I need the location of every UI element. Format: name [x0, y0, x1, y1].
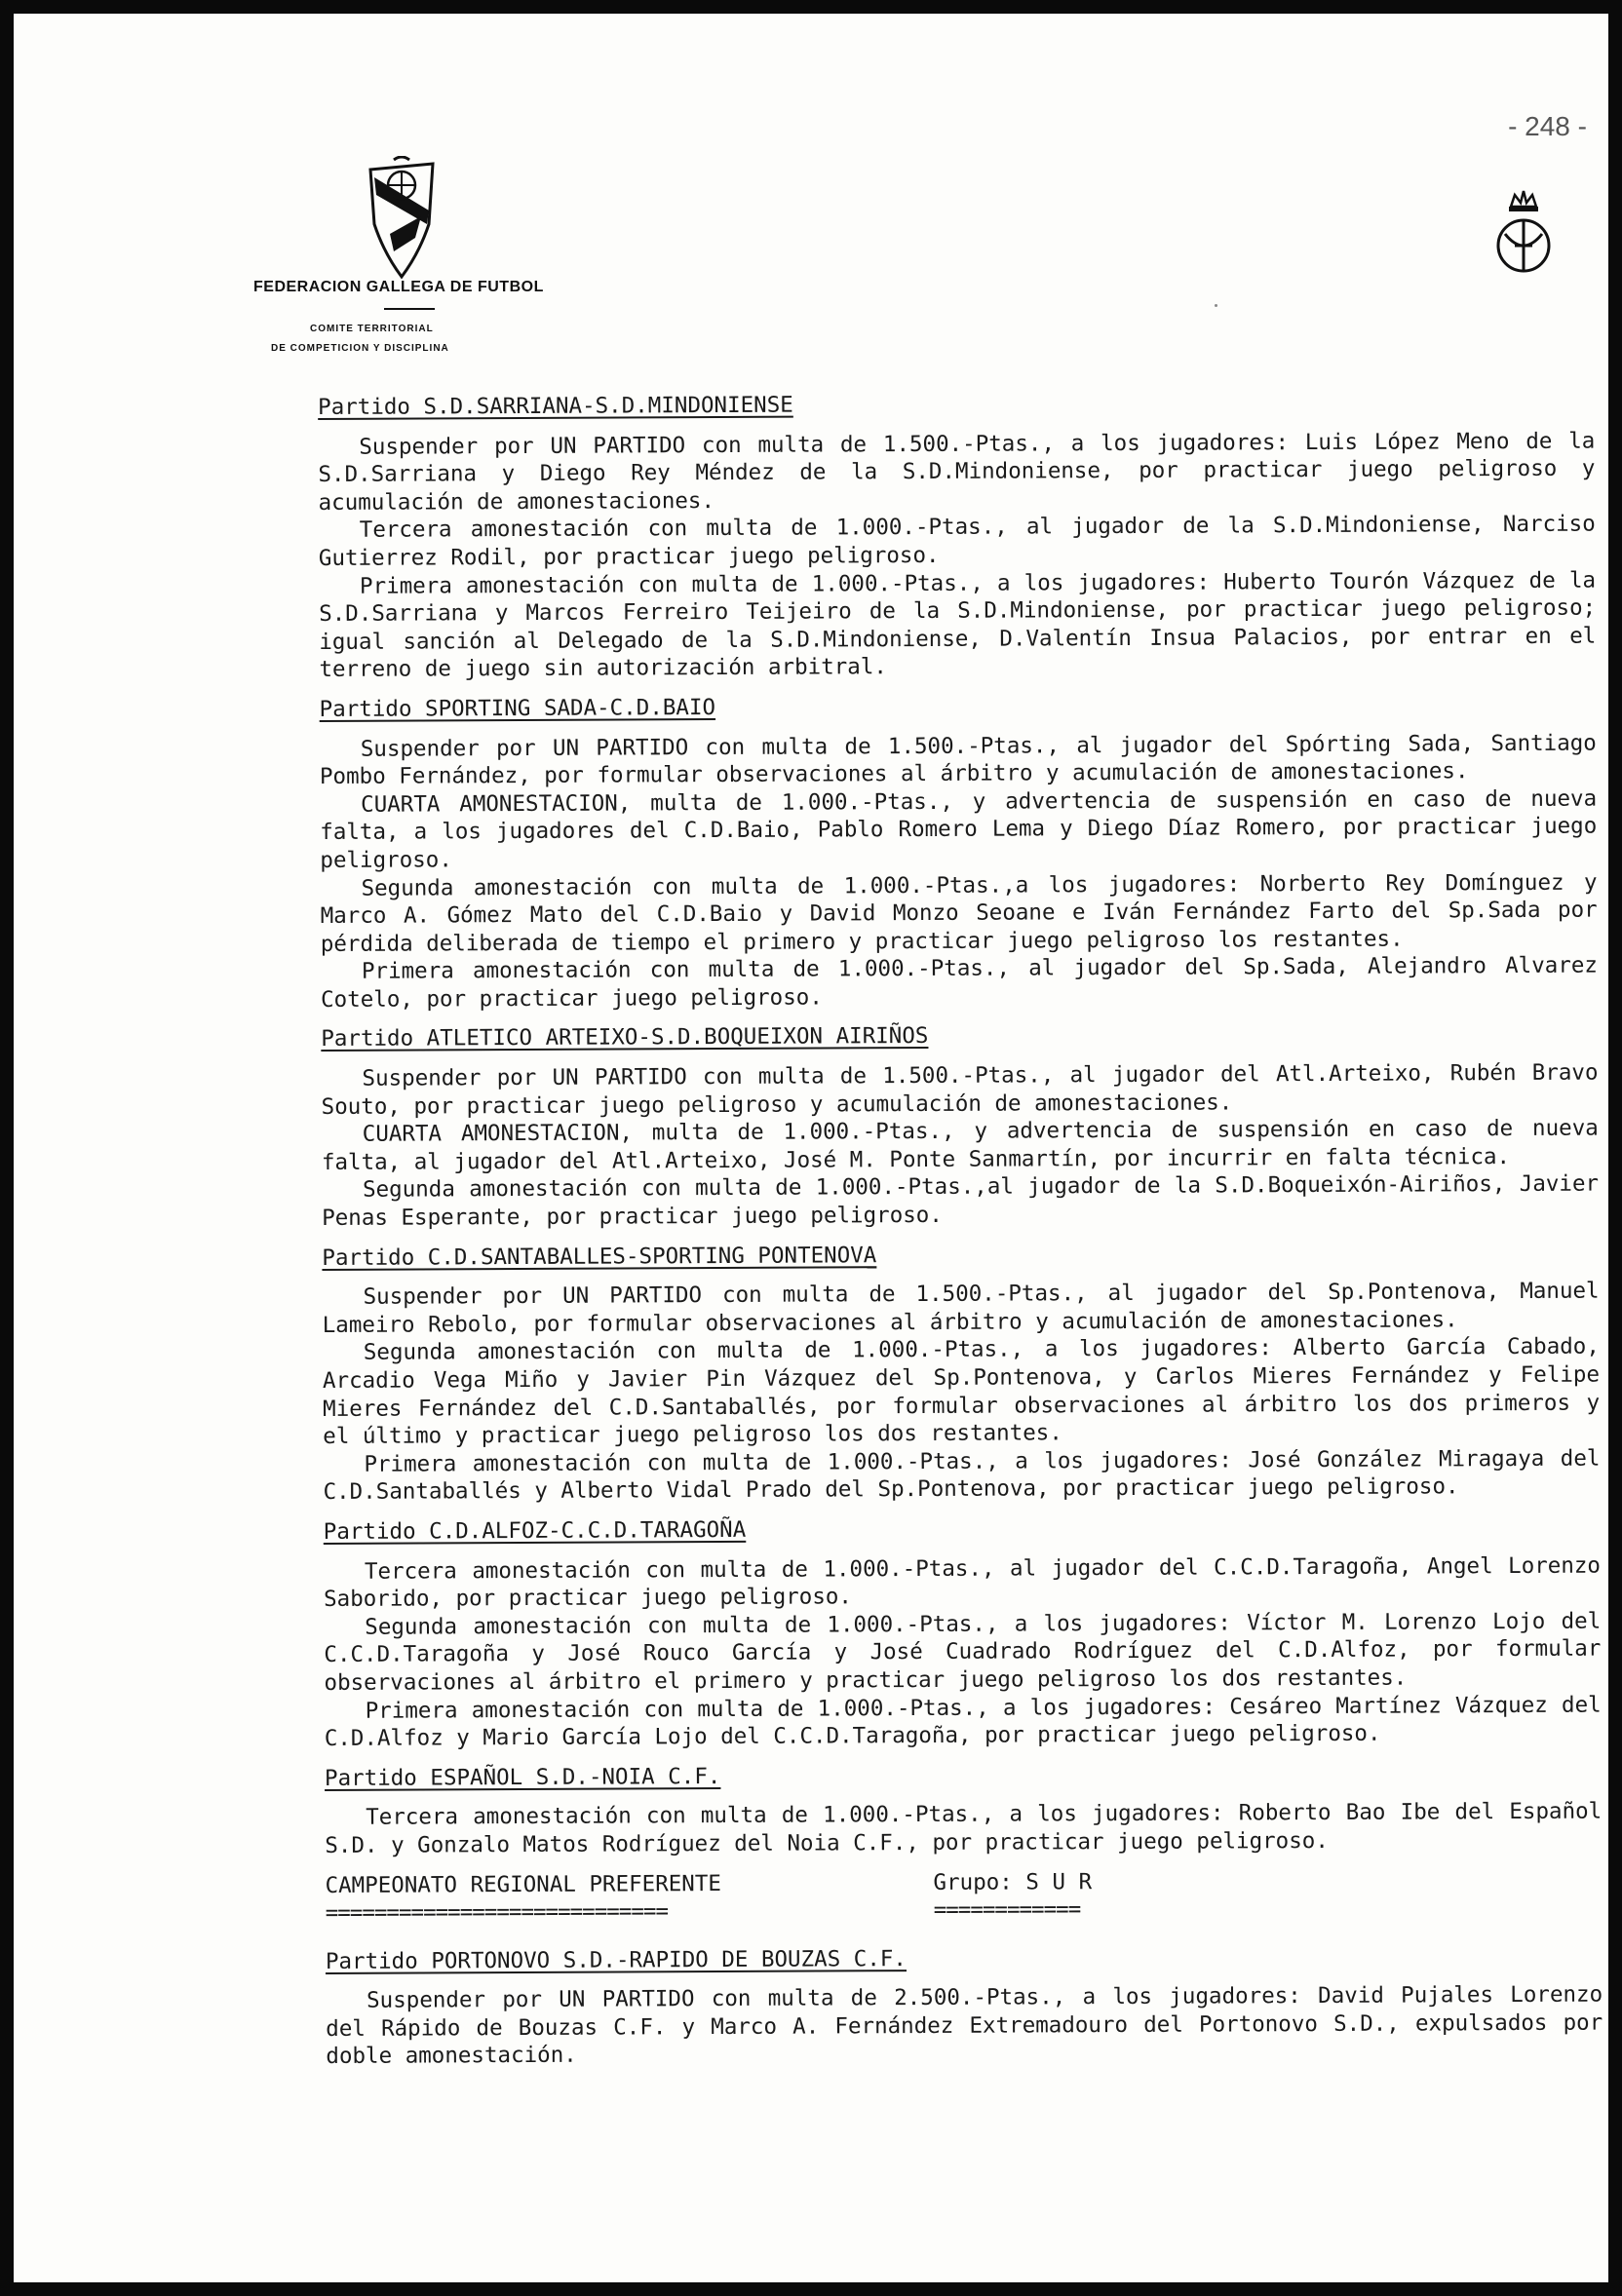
resolution-paragraph: Suspender por UN PARTIDO con multa de 1.500.-Ptas., al jugador del Atl.Arteixo, Rubén Bravo Souto, por practicar juego peligroso y acumulación de amonestaciones.: [321, 1059, 1599, 1120]
match-section: [325, 1748, 1603, 1859]
committee-line-1: COMITE TERRITORIAL: [310, 324, 434, 334]
resolution-paragraph: Primera amonestación con multa de 1.000.-Ptas., a los jugadores: Cesáreo Martínez Vázquez del C.D.Alfoz y Mario García Lojo del C.C.D.Taragoña, por practicar juego peligroso.: [324, 1692, 1602, 1752]
committee-line-2: DE COMPETICION Y DISCIPLINA: [271, 343, 449, 354]
match-section: [320, 680, 1599, 1014]
match-heading: Partido ATLETICO ARTEIXO-S.D.BOQUEIXON AIRIÑOS: [321, 1023, 929, 1052]
document-page: [14, 14, 1608, 2282]
match-section: [324, 1503, 1602, 1753]
match-heading: Partido C.D.SANTABALLES-SPORTING PONTENOVA: [322, 1242, 877, 1271]
championship-name-block: [325, 1869, 721, 1927]
page-number: - 248 -: [1508, 111, 1587, 141]
championship-header: [325, 1861, 1602, 1937]
resolution-paragraph: Suspender por UN PARTIDO con multa de 2.500.-Ptas., a los jugadores: David Pujales Lorenzo del Rápido de Bouzas C.F. y Marco A. Fernández Extremadouro del Portonovo S.D., expulsados por doble amonestación.: [326, 1981, 1603, 2070]
match-section: [322, 1228, 1600, 1507]
scan-speck: [1215, 304, 1217, 307]
match-section: [318, 378, 1596, 684]
match-heading: Partido PORTONOVO S.D.-RAPIDO DE BOUZAS C.F.: [325, 1945, 907, 1974]
championship-name: CAMPEONATO REGIONAL PREFERENTE: [325, 1870, 721, 1898]
resolution-paragraph: Segunda amonestación con multa de 1.000.-Ptas., a los jugadores: Alberto García Cabado, Arcadio Vega Miño y Javier Pin Vázquez del Sp.Pontenova, y Carlos Mieres Fernández y Felipe Mieres Fernández del C.D.Santaballés, por formular observaciones al árbitro los dos primeros y el último y practicar juego peligroso los dos restantes.: [322, 1333, 1601, 1450]
shield-crest-icon: [365, 156, 439, 283]
resolution-paragraph: Segunda amonestación con multa de 1.000.-Ptas., a los jugadores: Víctor M. Lorenzo Lojo del C.C.D.Taragoña y José Rouco García y José Cuadrado Rodríguez del C.D.Alfoz, por formular observaciones al árbitro el primero y practicar juego peligroso los dos restantes.: [324, 1608, 1602, 1696]
resolution-paragraph: Primera amonestación con multa de 1.000.-Ptas., al jugador del Sp.Sada, Alejandro Alvarez Cotelo, por practicar juego peligroso.: [321, 952, 1598, 1013]
disciplinary-resolutions: [318, 378, 1603, 2073]
resolution-paragraph: Primera amonestación con multa de 1.000.-Ptas., a los jugadores: José González Miragaya del C.D.Santaballés y Alberto Vidal Prado del Sp.Pontenova, por practicar juego peligroso.: [323, 1445, 1601, 1506]
resolution-paragraph: Tercera amonestación con multa de 1.000.-Ptas., al jugador de la S.D.Mindoniense, Narciso Gutierrez Rodil, por practicar juego peligroso.: [318, 511, 1596, 571]
match-section: [321, 1010, 1599, 1233]
resolution-paragraph: Tercera amonestación con multa de 1.000.-Ptas., a los jugadores: Roberto Bao Ibe del Español S.D. y Gonzalo Matos Rodríguez del Noia C.F., por practicar juego peligroso.: [325, 1798, 1603, 1858]
resolution-paragraph: Segunda amonestación con multa de 1.000.-Ptas.,al jugador de la S.D.Boqueixón-Airiños, Javier Penas Esperante, por practicar juego peligroso.: [322, 1171, 1600, 1232]
match-section: [326, 1932, 1603, 2071]
group-double-rule: ============: [933, 1896, 1081, 1924]
resolution-paragraph: Suspender por UN PARTIDO con multa de 1.500.-Ptas., a los jugadores: Luis López Meno de la S.D.Sarriana y Diego Rey Méndez de la S.D.Mindoniense, por practicar juego peligroso y acumulación de amonestaciones.: [318, 428, 1596, 516]
resolution-paragraph: CUARTA AMONESTACION, multa de 1.000.-Ptas., y advertencia de suspensión en caso de nueva falta, al jugador del Atl.Arteixo, José M. Ponte Sanmartín, por incurrir en falta técnica.: [321, 1115, 1599, 1175]
resolution-paragraph: Suspender por UN PARTIDO con multa de 1.500.-Ptas., al jugador del Spórting Sada, Santiago Pombo Fernández, por formular observaciones al árbitro y acumulación de amonestaciones.: [319, 730, 1597, 790]
resolution-paragraph: Tercera amonestación con multa de 1.000.-Ptas., al jugador del C.C.D.Taragoña, Angel Lorenzo Saborido, por practicar juego peligroso.: [324, 1552, 1602, 1613]
resolution-paragraph: CUARTA AMONESTACION, multa de 1.000.-Ptas., y advertencia de suspensión en caso de nueva falta, a los jugadores del C.D.Baio, Pablo Romero Lema y Diego Díaz Romero, por practicar juego peligroso.: [320, 785, 1598, 873]
resolution-paragraph: Suspender por UN PARTIDO con multa de 1.500.-Ptas., al jugador del Sp.Pontenova, Manuel Lameiro Rebolo, por formular observaciones al árbitro y acumulación de amonestaciones.: [322, 1278, 1600, 1338]
championship-group: Grupo: S U R: [933, 1868, 1093, 1895]
match-heading: Partido S.D.SARRIANA-S.D.MINDONIENSE: [318, 392, 793, 420]
match-heading: Partido C.D.ALFOZ-C.C.D.TARAGOÑA: [323, 1516, 747, 1545]
crowned-federation-emblem-icon: [1493, 185, 1554, 283]
resolution-paragraph: Segunda amonestación con multa de 1.000.-Ptas.,a los jugadores: Norberto Rey Domínguez y Marco A. Gómez Mato del C.D.Baio y David Monzo Seoane e Iván Fernández Farto del Sp.Sada por pérdida deliberada de tiempo el primero y practicar juego peligroso los restantes.: [320, 869, 1598, 957]
championship-group-block: [933, 1868, 1092, 1925]
championship-double-rule: ============================: [325, 1898, 669, 1927]
match-heading: Partido SPORTING SADA-C.D.BAIO: [319, 694, 716, 722]
federation-rule: [384, 308, 435, 310]
match-heading: Partido ESPAÑOL S.D.-NOIA C.F.: [324, 1763, 721, 1791]
federation-name: FEDERACION GALLEGA DE FUTBOL: [253, 279, 544, 295]
resolution-paragraph: Primera amonestación con multa de 1.000.-Ptas., a los jugadores: Huberto Tourón Vázquez de la S.D.Sarriana y Marcos Ferreiro Teijeiro de la S.D.Mindoniense, por practicar juego peligroso; igual sanción al Delegado de la S.D.Mindoniense, D.Valentín Insua Palacios, por entrar en el terreno de juego sin autorización arbitral.: [319, 567, 1597, 683]
